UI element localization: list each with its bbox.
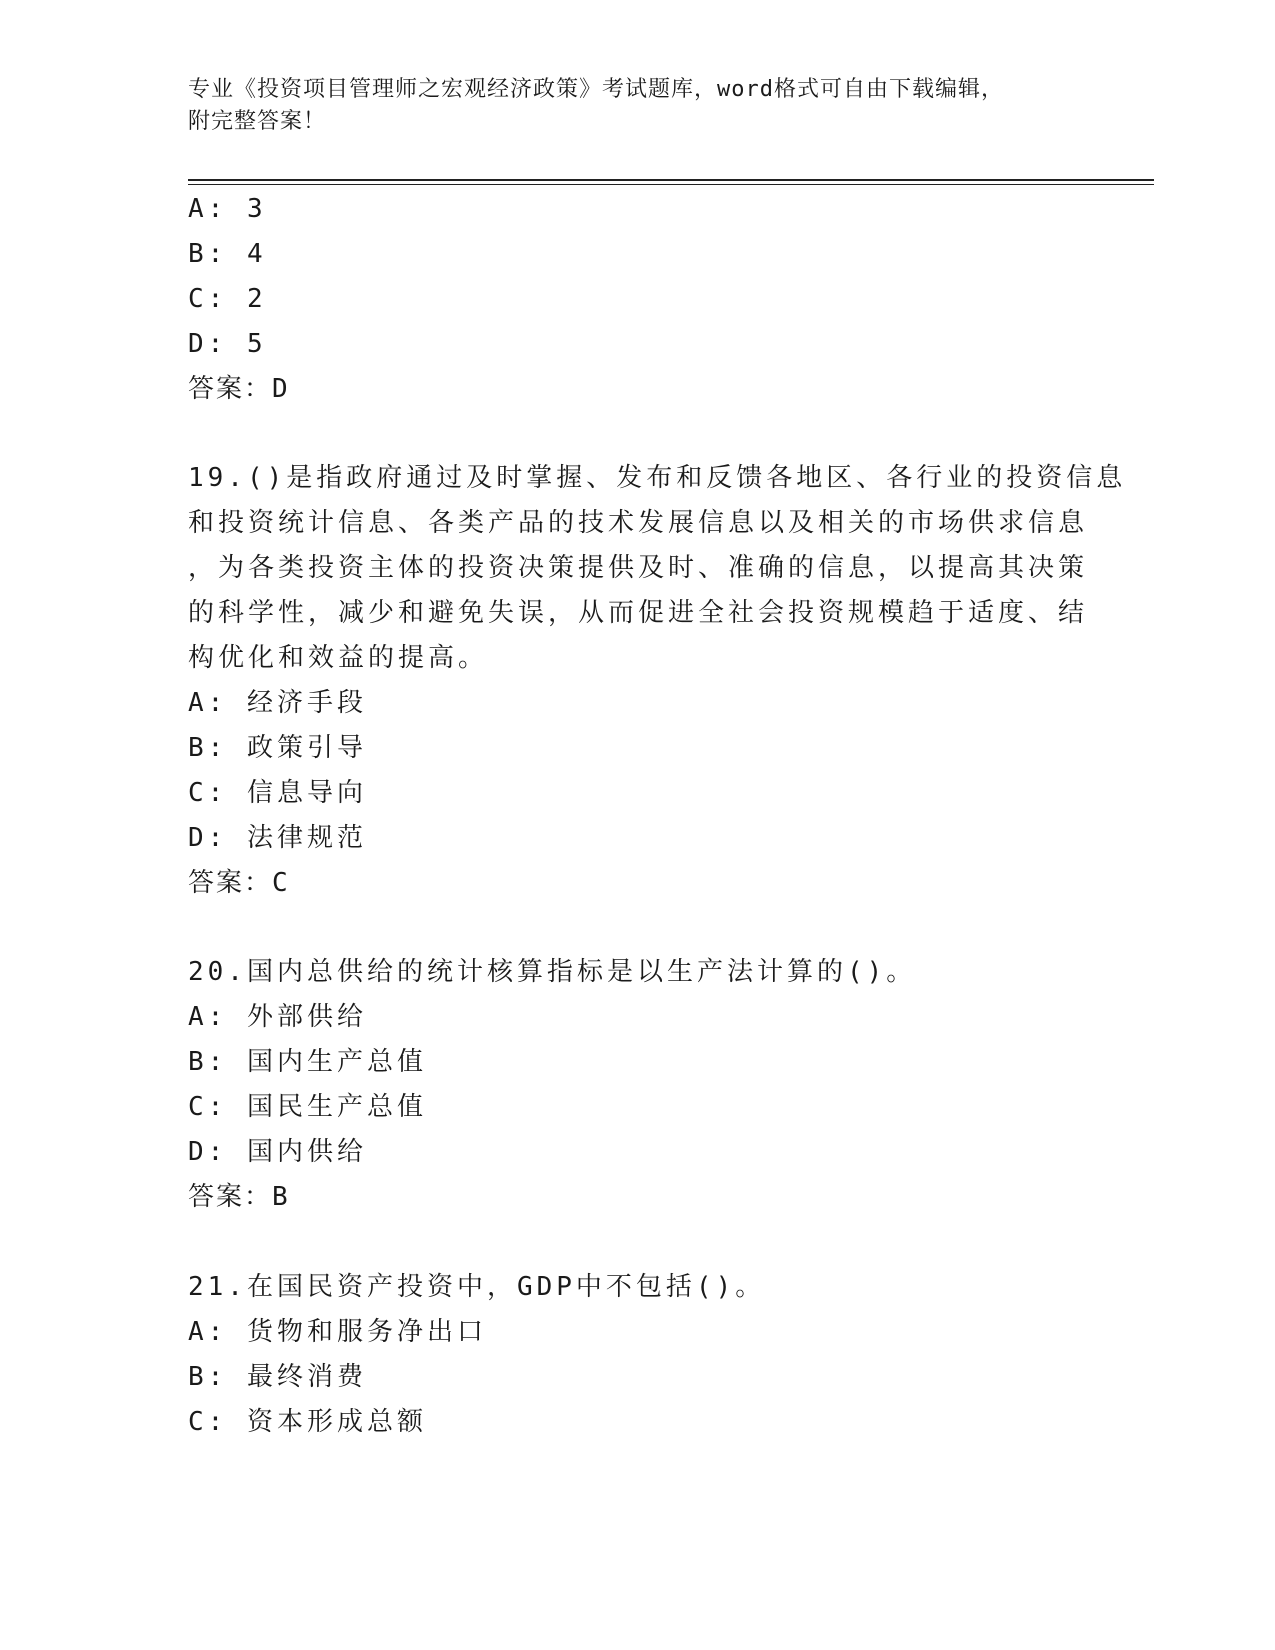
header-line-2: 附完整答案！ (188, 109, 327, 134)
q19-option-b: B: 政策引导 (188, 733, 367, 763)
q21-option-c: C: 资本形成总额 (188, 1407, 427, 1437)
q19-option-c: C: 信息导向 (188, 778, 367, 808)
q19-stem-line-1: 19.()是指政府通过及时掌握、发布和反馈各地区、各行业的投资信息 (188, 463, 1127, 493)
q21-option-a: A: 货物和服务净出口 (188, 1317, 487, 1347)
q20-option-d: D: 国内供给 (188, 1137, 367, 1167)
q20-stem: 20.国内总供给的统计核算指标是以生产法计算的()。 (188, 957, 917, 987)
q19-answer: 答案：C (188, 868, 290, 898)
q18-answer: 答案：D (188, 374, 290, 404)
header-divider-thin (188, 184, 1154, 185)
q18-option-c: C: 2 (188, 284, 267, 314)
header-divider-thick (188, 179, 1154, 181)
q19-stem-line-2: 和投资统计信息、各类产品的技术发展信息以及相关的市场供求信息 (188, 508, 1089, 538)
document-header (188, 74, 1088, 138)
q20-answer: 答案：B (188, 1182, 290, 1212)
header-line-1: 专业《投资项目管理师之宏观经济政策》考试题库，word格式可自由下载编辑， (188, 77, 1004, 102)
q20-option-a: A: 外部供给 (188, 1002, 367, 1032)
q18-option-a: A: 3 (188, 194, 267, 224)
q19-stem-line-5: 构优化和效益的提高。 (188, 643, 489, 673)
q18-option-b: B: 4 (188, 239, 267, 269)
q19-option-d: D: 法律规范 (188, 823, 367, 853)
q19-stem-line-3: ，为各类投资主体的投资决策提供及时、准确的信息，以提高其决策 (188, 553, 1089, 583)
q20-option-b: B: 国内生产总值 (188, 1047, 427, 1077)
q19-stem-line-4: 的科学性，减少和避免失误，从而促进全社会投资规模趋于适度、结 (188, 598, 1089, 628)
q18-option-d: D: 5 (188, 329, 267, 359)
q20-option-c: C: 国民生产总值 (188, 1092, 427, 1122)
q19-option-a: A: 经济手段 (188, 688, 367, 718)
q21-stem: 21.在国民资产投资中，GDP中不包括()。 (188, 1272, 766, 1302)
q21-option-b: B: 最终消费 (188, 1362, 367, 1392)
